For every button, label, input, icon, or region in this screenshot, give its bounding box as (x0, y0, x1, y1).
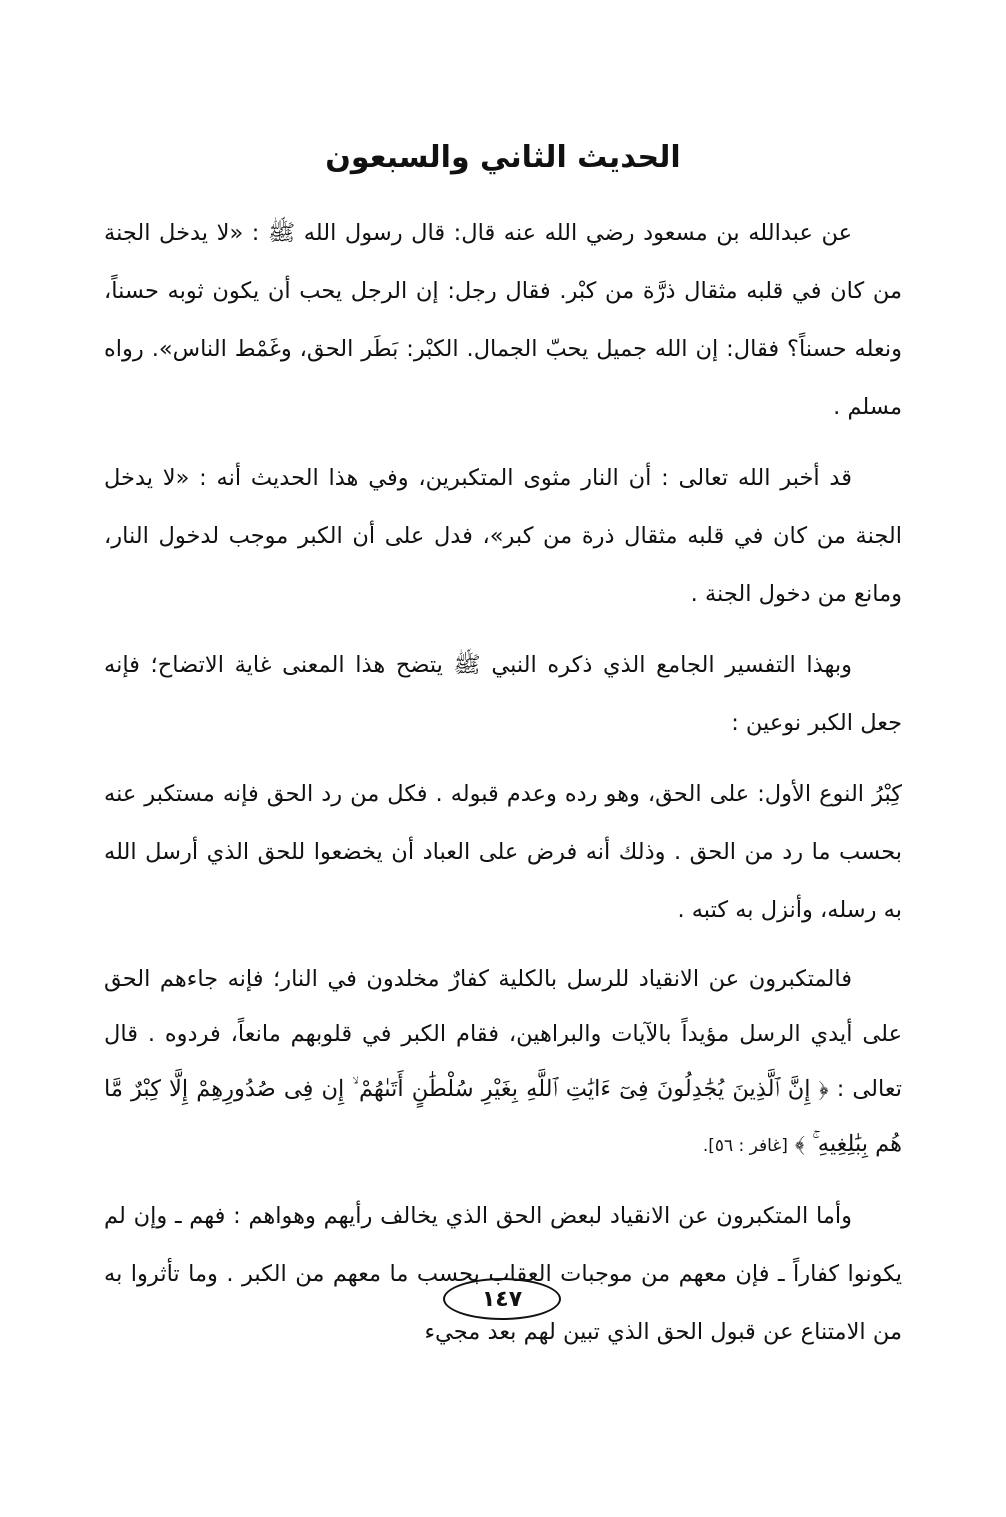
page-number-text: ١٤٧ (481, 1286, 523, 1312)
quran-verse: ﴿ إِنَّ ٱلَّذِينَ يُجَٰدِلُونَ فِىٓ ءَايَٰتِ ٱللَّهِ بِغَيْرِ سُلْطَٰنٍ أَتَىٰهُمْ ۙ إِن فِى صُدُورِهِمْ إِلَّا كِبْرٌ مَّا هُم بِبَٰلِغِيهِ ۚ ﴾ (104, 1076, 902, 1157)
body-text (104, 204, 902, 1374)
page-title: الحديث الثاني والسبعون (325, 140, 681, 175)
verse-reference: [غافر : ٥٦]. (702, 1136, 788, 1156)
paragraph-verse-context (104, 952, 902, 1174)
paragraph-partial-arrogance: وأما المتكبرون عن الانقياد لبعض الحق الذي يخالف رأيهم وهواهم : فهم ـ وإن لم يكونوا كفاراً ـ فإن معهم من موجبات العقاب بحسب ما معهم من الكبر . وما تأثروا به من الامتناع عن قبول الحق الذي تبين لهم بعد مجيء (104, 1203, 902, 1345)
paragraph-hadith: عن عبدالله بن مسعود رضي الله عنه قال: قال رسول الله ﷺ : «لا يدخل الجنة من كان في قلبه مثقال ذرَّة من كبْر. فقال رجل: إن الرجل يحب أن يكون ثوبه حسناً، ونعله حسناً؟ فقال: إن الله جميل يحبّ الجمال. الكبْر: بَطَر الحق، وغَمْط الناس». رواه مسلم . (104, 220, 902, 420)
paragraph-first-type: كِبْرُ النوع الأول: على الحق، وهو رده وعدم قبوله . فكل من رد الحق فإنه مستكبر عنه بحسب ما رد من الحق . وذلك أنه فرض على العباد أن يخضعوا للحق الذي أرسل الله به رسله، وأنزل به كتبه . (104, 781, 902, 923)
paragraph-explanation: قد أخبر الله تعالى : أن النار مثوى المتكبرين، وفي هذا الحديث أنه : «لا يدخل الجنة من كان في قلبه مثقال ذرة من كبر»، فدل على أن الكبر موجب لدخول النار، ومانع من دخول الجنة . (104, 465, 902, 607)
verse-intro-text: فالمتكبرون عن الانقياد للرسل بالكلية كفارٌ مخلدون في النار؛ فإنه جاءهم الحق على أيدي الرسل مؤيداً بالآيات والبراهين، فقام الكبر في قلوبهم مانعاً، فردوه . قال تعالى : (104, 966, 902, 1102)
page-number-badge (443, 1278, 561, 1320)
paragraph-two-types: وبهذا التفسير الجامع الذي ذكره النبي ﷺ يتضح هذا المعنى غاية الاتضاح؛ فإنه جعل الكبر نوعين : (104, 652, 902, 736)
